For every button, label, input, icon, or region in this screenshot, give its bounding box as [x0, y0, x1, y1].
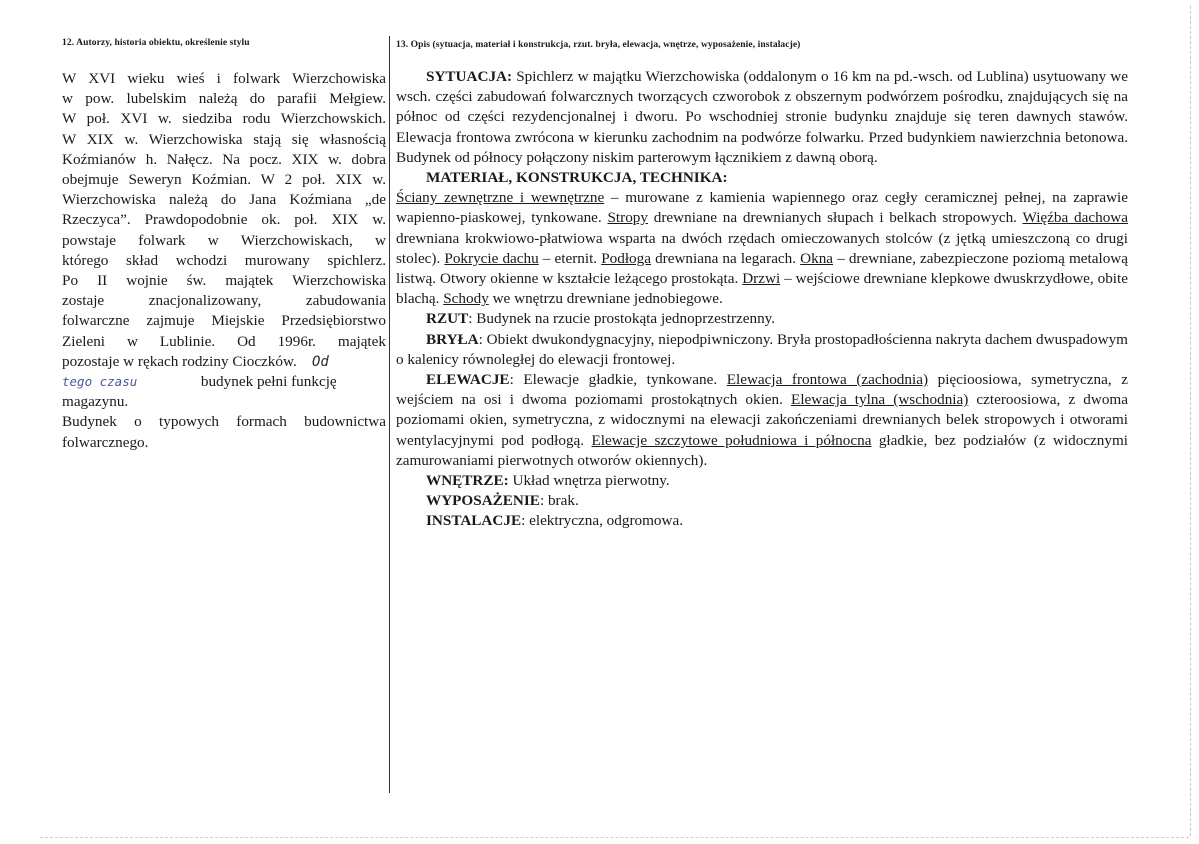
- section-rzut: RZUT: Budynek na rzucie prostokąta jednoprzestrzenny.: [426, 310, 776, 328]
- page-edge-right: [1190, 6, 1191, 836]
- history-line: powstaje folwark w Wierzchowiskach, w: [62, 231, 386, 249]
- history-line: W XIX w. Wierzchowiska stają się własnością: [62, 130, 386, 148]
- history-header: 12. Autorzy, historia obiektu, określenie stylu: [62, 38, 250, 48]
- history-line: zostaje znacjonalizowany, zabudowania: [62, 292, 386, 310]
- history-column: [62, 38, 386, 453]
- heading-bryla: BRYŁA: [426, 330, 479, 348]
- history-line: obejmuje Seweryn Koźmian. W 2 poł. XIX w.: [62, 171, 386, 189]
- column-divider: [389, 36, 390, 793]
- description-column: [396, 40, 1128, 532]
- heading-sytuacja: SYTUACJA:: [426, 68, 513, 85]
- history-line: W XVI wieku wieś i folwark Wierzchowiska: [62, 70, 386, 87]
- section-sytuacja: SYTUACJA: Spichlerz w majątku Wierzchowiska (oddalonym o 16 km na pd.-wsch. od Lublina) usytuowany we wsch. części zabudowań folwarcznych tworzących czworobok z obszernym podwórzem pośrodku, znajdujących się na północ od części rezydencjonalnej i dworu. Po wschodniej stronie budynku znajduje się teren dawnych stawów. Elewacja frontowa zwrócona w kierunku zachodnim na podwórze folwarku. Przed budynkiem nawierzchnia betonowa. Budynek od północy połączony niskim parterowym łącznikiem z dawną oborą.: [396, 68, 1128, 166]
- history-line: Wierzchowiska należą do Jana Koźmiana „de: [62, 191, 386, 209]
- heading-instalacje: INSTALACJE: [426, 512, 522, 530]
- history-text: [62, 69, 386, 453]
- heading-material: MATERIAŁ, KONSTRUKCJA, TECHNIKA:: [426, 169, 728, 187]
- description-text: [396, 67, 1128, 532]
- section-elewacje: ELEWACJE: Elewacje gładkie, tynkowane. Elewacja frontowa (zachodnia) pięcioosiowa, symetryczna, z wejściem na osi i dwoma poziomami prostokątnych okien. Elewacja tylna (wschodnia) czteroosiowa, z dwoma poziomami okien, symetryczna, z widocznymi na elewacji zakończeniami drewnianych belek stropowych i otworami wentylacyjnymi pod podłogą. Elewacje szczytowe południowa i północna gładkie, bez podziałów (z widocznymi zamurowaniami pierwotnych otworów okiennych).: [396, 371, 1129, 469]
- history-line: tego czasu budynek pełni funkcję: [62, 373, 337, 391]
- history-line: Po II wojnie św. majątek Wierzchowiska: [62, 272, 386, 290]
- history-line: Koźmianów h. Nałęcz. Na pocz. XIX w. dobra: [62, 150, 386, 168]
- heading-elewacje: ELEWACJE: [426, 371, 510, 389]
- section-material-body: Ściany zewnętrzne i wewnętrzne – murowane z kamienia wapiennego oraz cegły ceramicznej pełnej, na zaprawie wapienno-piaskowej, tynkowane. Stropy drewniane na drewnianych słupach i belkach stropowych. Więźba dachowa drewniana krokwiowo-płatwiowa wsparta na dwóch rzędach omieczowanych stolców (z jętką umieszczoną co drugi stolec). Pokrycie dachu – eternit. Podłoga drewniana na legarach. Okna – drewniane, zabezpieczone poziomą metalową listwą. Otwory okienne w kształcie leżącego prostokąta. Drzwi – wejściowe drewniane klepkowe dwuskrzydłowe, obite blachą. Schody we wnętrzu drewniane jednobiegowe.: [396, 189, 1129, 308]
- section-wnetrze: WNĘTRZE: Układ wnętrza pierwotny.: [426, 472, 670, 490]
- history-line: w pow. lubelskim należą do parafii Mełgiew.: [62, 90, 386, 108]
- section-instalacje: INSTALACJE: elektryczna, odgromowa.: [426, 512, 684, 530]
- history-line: folwarcznego.: [62, 433, 149, 451]
- heading-rzut: RZUT: [426, 310, 469, 328]
- handwritten-od: Od: [311, 353, 329, 370]
- section-bryla: BRYŁA: Obiekt dwukondygnacyjny, niepodpiwniczony. Bryła prostopadłościenna nakryta dachem dwuspadowym o kalenicy równoległej do elewacji frontowej.: [396, 330, 1128, 368]
- history-line: Rzeczyca”. Prawdopodobnie ok. poł. XIX w.: [62, 211, 386, 229]
- history-line: magazynu.: [62, 393, 129, 411]
- heading-wyposazenie: WYPOSAŻENIE: [426, 492, 540, 510]
- page-edge-bottom: [40, 837, 1189, 838]
- description-header: 13. Opis (sytuacja, materiał i konstrukcja, rzut. bryła, elewacja, wnętrze, wyposażenie, instalacje): [396, 40, 801, 50]
- history-line: którego skład wchodzi murowany spichlerz.: [62, 251, 386, 269]
- section-material: [396, 168, 1128, 188]
- section-wyposazenie: WYPOSAŻENIE: brak.: [426, 492, 579, 510]
- history-line: W poł. XVI w. siedziba rodu Wierzchowskich.: [62, 110, 386, 128]
- history-line: Budynek o typowych formach budownictwa: [62, 413, 386, 431]
- history-line: Zieleni w Lublinie. Od 1996r. majątek: [62, 332, 386, 350]
- handwritten-tego-czasu: tego czasu: [62, 374, 138, 390]
- history-line: folwarczne zajmuje Miejskie Przedsiębiorstwo: [62, 312, 386, 330]
- heading-wnetrze: WNĘTRZE:: [426, 472, 509, 490]
- history-line: pozostaje w rękach rodziny Cioczków. Od: [62, 352, 329, 370]
